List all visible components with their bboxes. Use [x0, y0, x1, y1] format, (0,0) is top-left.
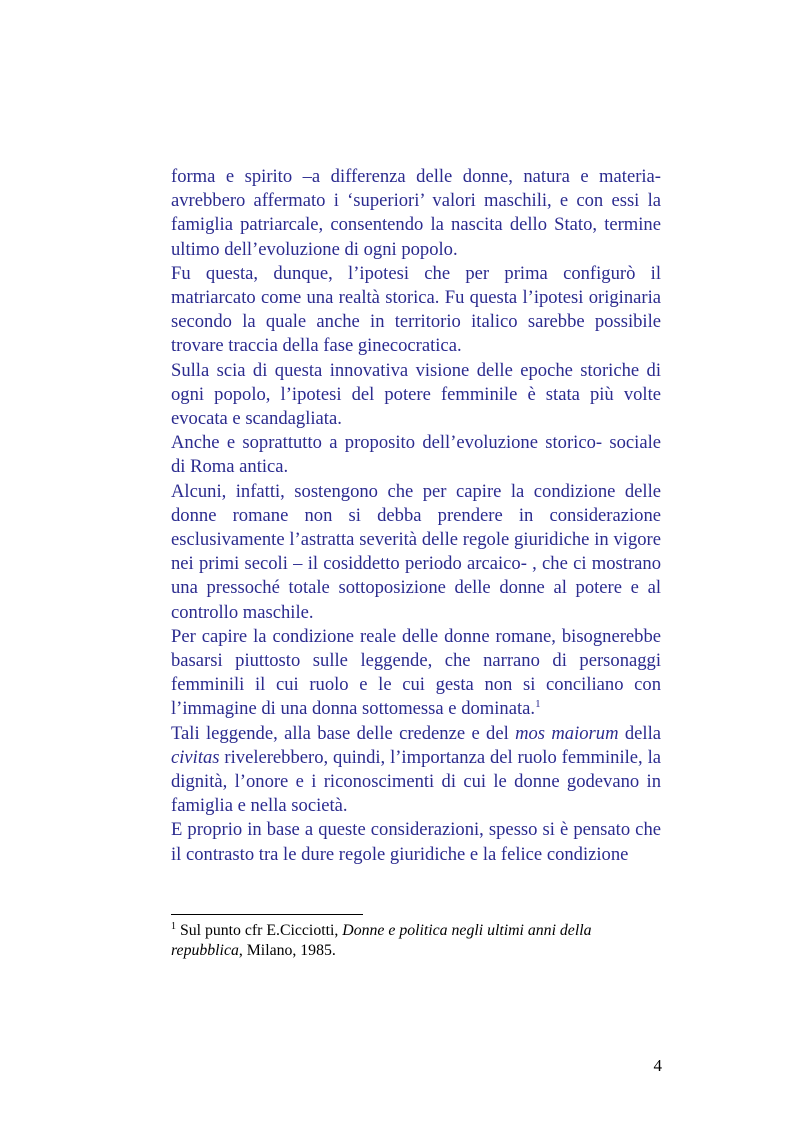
paragraph-7 — [171, 722, 661, 819]
paragraph-3: Sulla scia di questa innovativa visione delle epoche storiche di ogni popolo, l’ipotesi del potere femminile è stata più volte evocata e scandagliata. — [171, 359, 661, 430]
paragraph-8: E proprio in base a queste considerazioni, spesso si è pensato che il contrasto tra le dure regole giuridiche e la felice condizione — [171, 819, 661, 865]
footnote-reference[interactable]: 1 — [535, 698, 541, 711]
footnote-tail: , Milano, 1985. — [238, 942, 336, 959]
latin-term-civitas: civitas — [171, 746, 220, 768]
footnote-number: 1 — [171, 921, 176, 932]
paragraph-4: Anche e soprattutto a proposito dell’evoluzione storico- sociale di Roma antica. — [171, 432, 661, 478]
body-text — [171, 165, 661, 867]
footnote-separator — [171, 914, 363, 915]
paragraph-7-part3: rivelerebbero, quindi, l’importanza del ruolo femminile, la dignità, l’onore e i riconoscimenti di cui le donne godevano in famiglia e nella società. — [171, 746, 661, 817]
page-number: 4 — [653, 1056, 662, 1075]
footnote — [171, 921, 661, 961]
latin-term-mos-maiorum: mos maiorum — [515, 722, 619, 744]
paragraph-7-part2: della — [618, 722, 661, 744]
paragraph-7-part1: Tali leggende, alla base delle credenze e del — [171, 722, 516, 744]
paragraph-6-text: Per capire la condizione reale delle donne romane, bisognerebbe basarsi piuttosto sulle leggende, che narrano di personaggi femminili il cui ruolo e le cui gesta non si conciliano con l’immagine di una donna sottomessa e dominata. — [171, 625, 661, 720]
footnote-title: Donne e politica negli ultimi anni della repubblica — [171, 922, 592, 959]
footnote-lead: Sul punto cfr E.Cicciotti, — [176, 922, 343, 939]
paragraph-5: Alcuni, infatti, sostengono che per capire la condizione delle donne romane non si debba prendere in considerazione esclusivamente l’astratta severità delle regole giuridiche in vigore nei primi secoli – il cosiddetto periodo arcaico- , che ci mostrano una pressoché totale sottoposizione delle donne al potere e al controllo maschile. — [171, 480, 661, 623]
paragraph-6 — [171, 625, 661, 722]
paragraph-2: Fu questa, dunque, l’ipotesi che per prima configurò il matriarcato come una realtà storica. Fu questa l’ipotesi originaria secondo la quale anche in territorio italico sarebbe possibile trovare traccia della fase ginecocratica. — [171, 262, 661, 357]
paragraph-1: forma e spirito –a differenza delle donne, natura e materia- avrebbero affermato i ‘superiori’ valori maschili, e con essi la famiglia patriarcale, consentendo la nascita dello Stato, termine ultimo dell’evoluzione di ogni popolo. — [171, 166, 661, 260]
